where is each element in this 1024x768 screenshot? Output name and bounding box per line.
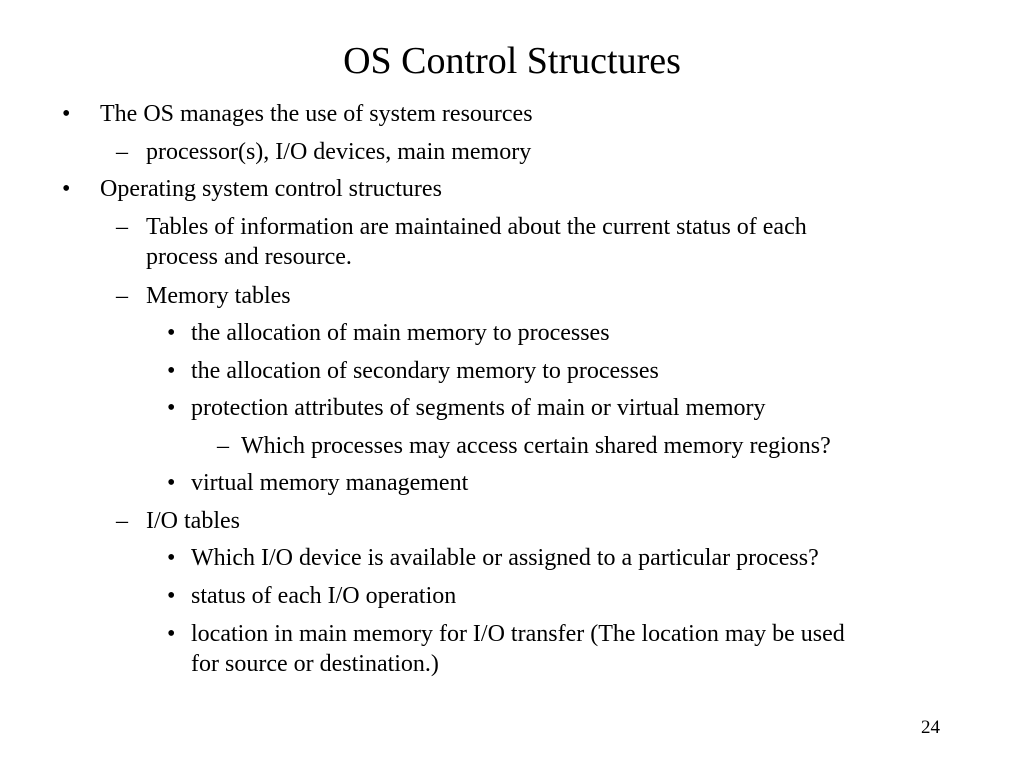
bullet-marker: • bbox=[167, 320, 176, 346]
sub-sub-bullet-text: Which I/O device is available or assigned to a particular process? bbox=[191, 545, 819, 571]
dash-marker: – bbox=[116, 283, 128, 309]
dash-marker: – bbox=[116, 139, 128, 165]
sub-sub-bullet-item bbox=[167, 581, 457, 611]
sub-sub-bullet-text: protection attributes of segments of main or virtual memory bbox=[191, 395, 766, 421]
bullet-marker: • bbox=[167, 358, 176, 384]
sub-bullet-item bbox=[116, 506, 240, 536]
dash-marker: – bbox=[116, 508, 128, 534]
sub-sub-bullet-text: location in main memory for I/O transfer (The location may be used bbox=[191, 621, 845, 647]
sub-bullet-item bbox=[116, 281, 291, 311]
bullet-marker: • bbox=[167, 621, 176, 647]
sub-sub-bullet-item bbox=[167, 356, 659, 386]
sub-sub-bullet-text: the allocation of main memory to processes bbox=[191, 320, 610, 346]
bullet-marker: • bbox=[167, 583, 176, 609]
level4-bullet-text: Which processes may access certain shared memory regions? bbox=[241, 433, 831, 459]
sub-sub-bullet-text: virtual memory management bbox=[191, 470, 469, 496]
sub-bullet-item bbox=[116, 212, 807, 272]
sub-bullet-text: Tables of information are maintained about the current status of each bbox=[146, 214, 807, 240]
sub-bullet-item bbox=[116, 137, 532, 167]
bullet-text: The OS manages the use of system resources bbox=[100, 101, 533, 127]
dash-marker: – bbox=[116, 214, 128, 240]
sub-sub-bullet-item bbox=[167, 619, 845, 679]
bullet-item bbox=[62, 174, 442, 204]
sub-sub-bullet-item bbox=[167, 543, 819, 573]
bullet-marker: • bbox=[167, 395, 176, 421]
slide-title: OS Control Structures bbox=[343, 40, 681, 82]
sub-sub-bullet-item bbox=[167, 468, 469, 498]
level4-bullet-item bbox=[217, 431, 831, 461]
sub-bullet-text-continuation: process and resource. bbox=[146, 244, 352, 270]
bullet-item bbox=[62, 99, 533, 129]
bullet-marker: • bbox=[62, 101, 71, 127]
dash-marker: – bbox=[217, 433, 229, 459]
page-number: 24 bbox=[921, 717, 940, 738]
sub-sub-bullet-text: the allocation of secondary memory to processes bbox=[191, 358, 659, 384]
bullet-marker: • bbox=[62, 176, 71, 202]
sub-sub-bullet-text-continuation: for source or destination.) bbox=[191, 651, 439, 677]
bullet-text: Operating system control structures bbox=[100, 176, 442, 202]
bullet-marker: • bbox=[167, 470, 176, 496]
sub-bullet-text: I/O tables bbox=[146, 508, 240, 534]
bullet-marker: • bbox=[167, 545, 176, 571]
sub-bullet-text: processor(s), I/O devices, main memory bbox=[146, 139, 532, 165]
sub-bullet-text: Memory tables bbox=[146, 283, 291, 309]
sub-sub-bullet-text: status of each I/O operation bbox=[191, 583, 457, 609]
sub-sub-bullet-item bbox=[167, 393, 766, 423]
sub-sub-bullet-item bbox=[167, 318, 610, 348]
